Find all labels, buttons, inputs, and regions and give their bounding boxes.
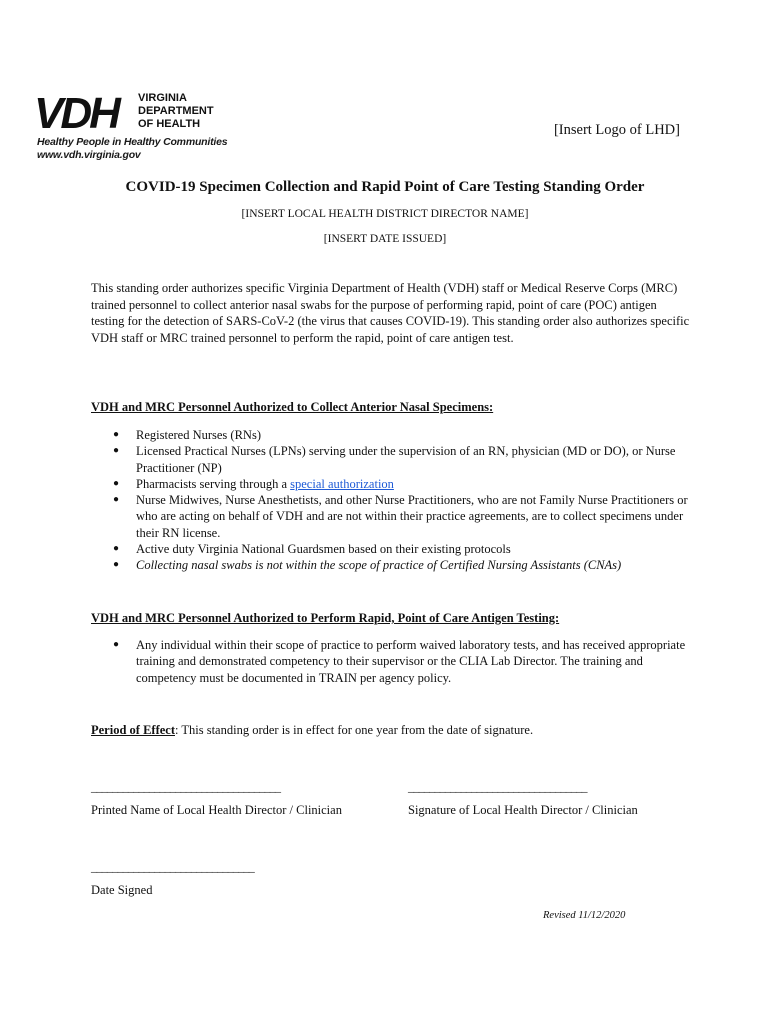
section-testing-heading: VDH and MRC Personnel Authorized to Perform Rapid, Point of Care Antigen Testing: xyxy=(91,611,560,625)
printed-name-line[interactable]: ____________________________________ xyxy=(91,780,280,794)
vdh-logo-mark xyxy=(34,90,244,136)
revised-date: Revised 11/12/2020 xyxy=(543,910,626,921)
list-item xyxy=(91,637,691,686)
list-item-text: Any individual within their scope of practice to perform waived laboratory tests, and has received appropriate training and demonstrated competency to their supervisor or the CLIA Lab Director. The training and competency must be documented in TRAIN per agency policy. xyxy=(136,638,686,685)
bullet-icon: ● xyxy=(113,543,120,555)
testing-personnel-list xyxy=(91,637,691,686)
section-collect-heading: VDH and MRC Personnel Authorized to Collect Anterior Nasal Specimens: xyxy=(91,400,494,414)
date-signed-line[interactable]: _______________________________ xyxy=(91,860,254,874)
logo-tagline-block xyxy=(37,136,227,162)
signature-label: Signature of Local Health Director / Clinician xyxy=(408,803,638,817)
signature-line[interactable]: __________________________________ xyxy=(408,780,587,794)
logo-org-line-3: OF HEALTH xyxy=(138,118,201,130)
period-of-effect-label: Period of Effect xyxy=(91,723,175,737)
bullet-icon: ● xyxy=(113,429,120,440)
list-item-text: Pharmacists serving through a xyxy=(136,476,291,491)
collect-personnel-list xyxy=(91,427,691,574)
list-item xyxy=(91,541,691,557)
list-item-text: Collecting nasal swabs is not within the scope of practice of Certified Nursing Assistants (CNAs) xyxy=(136,558,622,573)
bullet-icon: ● xyxy=(113,445,120,457)
lhd-logo-placeholder: [Insert Logo of LHD] xyxy=(553,122,680,138)
intro-paragraph: This standing order authorizes specific Virginia Department of Health (VDH) staff or Medical Reserve Corps (MRC) trained personnel to collect anterior nasal swabs for the purpose of performing rapid, point of care (POC) antigen testing for the detection of SARS-CoV-2 (the virus that causes COVID-19). This standing order also authorizes specific VDH staff or MRC trained personnel to perform the rapid, point of care antigen test. xyxy=(91,281,690,345)
date-signed-label: Date Signed xyxy=(91,883,153,897)
list-item-text: Registered Nurses (RNs) xyxy=(136,428,261,442)
printed-name-label: Printed Name of Local Health Director / Clinician xyxy=(91,803,342,817)
logo-abbreviation: VDH xyxy=(34,90,118,136)
list-item xyxy=(91,427,691,443)
period-of-effect-text: : This standing order is in effect for one year from the date of signature. xyxy=(175,723,534,737)
period-of-effect xyxy=(91,723,533,738)
director-name-placeholder: [INSERT LOCAL HEALTH DISTRICT DIRECTOR NAME] xyxy=(241,208,529,220)
list-item-text: Licensed Practical Nurses (LPNs) serving under the supervision of an RN, physician (MD or DO), or Nurse Practitioner (NP) xyxy=(136,444,676,475)
list-item xyxy=(91,557,691,573)
list-item xyxy=(91,443,691,476)
special-authorization-link[interactable]: special authorization xyxy=(290,476,394,491)
document-title: COVID-19 Specimen Collection and Rapid Point of Care Testing Standing Order xyxy=(125,179,645,195)
bullet-icon: ● xyxy=(113,639,120,650)
logo-org-line-1: VIRGINIA xyxy=(138,92,187,104)
list-item xyxy=(91,476,691,492)
logo-url: www.vdh.virginia.gov xyxy=(37,149,141,161)
bullet-icon: ● xyxy=(113,477,120,489)
list-item-text: Nurse Midwives, Nurse Anesthetists, and other Nurse Practitioners, who are not Family Nurse Practitioners or who are acting on behalf of VDH and are not within their practice agreements, are to collect specimens under their RN license. xyxy=(136,493,688,540)
logo-tagline: Healthy People in Healthy Communities xyxy=(37,136,228,148)
vdh-logo xyxy=(34,90,244,166)
bullet-icon: ● xyxy=(113,494,120,506)
list-item-text: Active duty Virginia National Guardsmen based on their existing protocols xyxy=(136,542,511,557)
bullet-icon: ● xyxy=(113,559,120,571)
list-item xyxy=(91,492,691,541)
logo-org-line-2: DEPARTMENT xyxy=(138,105,214,117)
date-issued-placeholder: [INSERT DATE ISSUED] xyxy=(323,233,447,245)
